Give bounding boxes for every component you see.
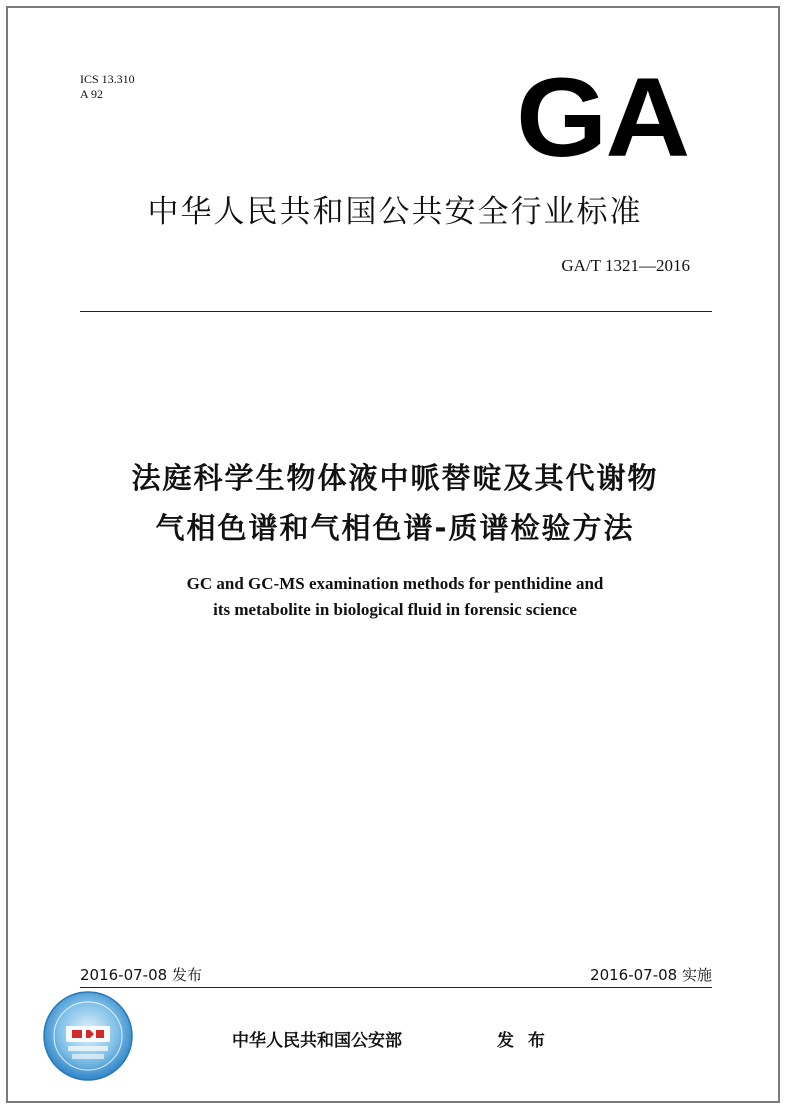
top-divider: [80, 311, 712, 312]
ccs-code: A 92: [80, 87, 104, 101]
ics-code: ICS 13.310: [80, 72, 135, 86]
bottom-divider: [80, 987, 712, 988]
standard-code: GA/T 1321—2016: [561, 256, 690, 275]
implementation-date: 2016-07-08 实施: [590, 966, 712, 984]
anti-counterfeit-seal-icon: [42, 990, 134, 1082]
chinese-title-line-1: 法庭科学生物体液中哌替啶及其代谢物: [131, 461, 659, 495]
ga-logo: GA: [516, 55, 689, 180]
publisher-name: 中华人民共和国公安部: [232, 1031, 402, 1051]
english-title-line-2: its metabolite in biological fluid in forensic science: [213, 600, 577, 619]
issue-date: 2016-07-08 发布: [80, 966, 202, 984]
chinese-title-line-2: 气相色谱和气相色谱-质谱检验方法: [155, 511, 635, 545]
classification-codes: [80, 72, 135, 102]
publish-label: 发 布: [497, 1031, 549, 1051]
english-title-line-1: GC and GC-MS examination methods for penthidine and: [186, 574, 604, 593]
standard-type-title: 中华人民共和国公共安全行业标准: [147, 194, 643, 230]
